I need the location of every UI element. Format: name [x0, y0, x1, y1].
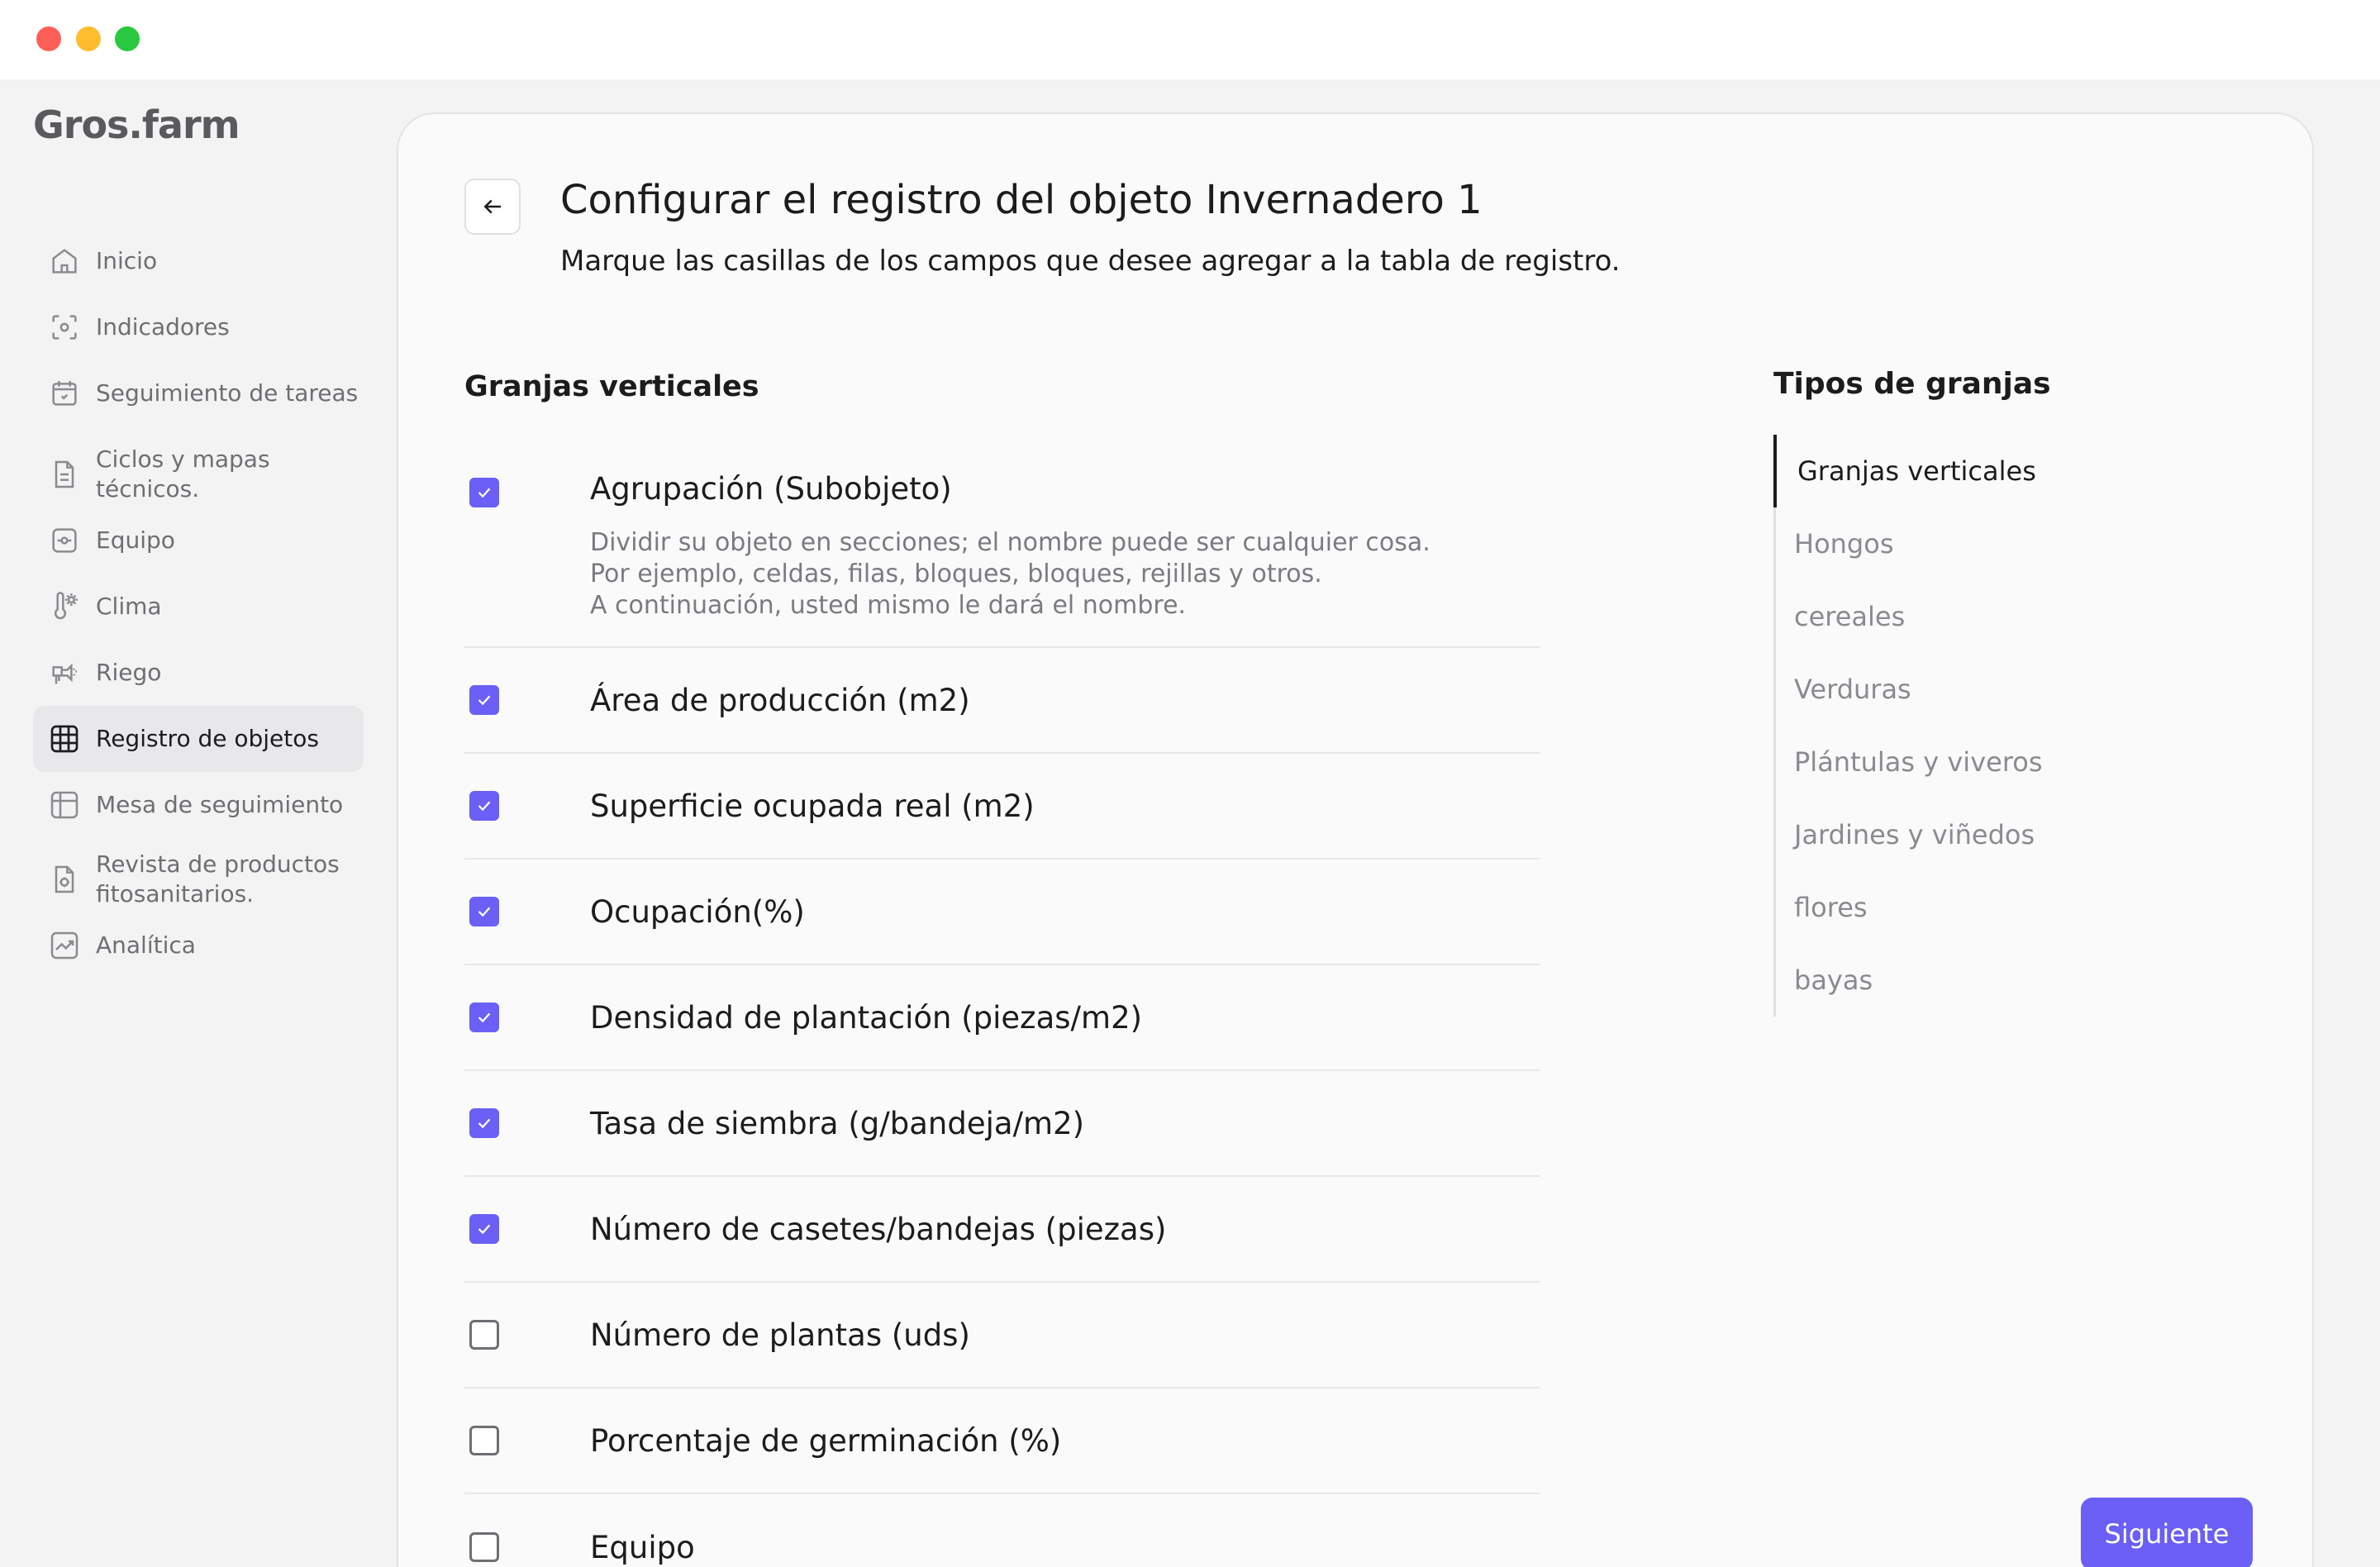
sidebar-item-label: Analítica	[96, 931, 196, 959]
sidebar-item-registro-objetos[interactable]	[33, 706, 364, 772]
field-checkbox[interactable]	[469, 478, 499, 507]
farm-type-item-plantulas-viveros[interactable]: Plántulas y viveros	[1794, 746, 2043, 778]
window-maximize-button[interactable]	[115, 26, 140, 51]
field-label: Porcentaje de germinación (%)	[590, 1422, 1062, 1459]
equipment-icon	[33, 509, 96, 572]
field-row[interactable]	[464, 860, 1540, 965]
irrigation-icon	[33, 641, 96, 704]
field-row[interactable]	[464, 648, 1540, 754]
field-description-line: A continuación, usted mismo le dará el nombre.	[590, 591, 1187, 620]
check-icon	[475, 903, 493, 921]
grid-icon	[33, 707, 96, 770]
field-label: Densidad de plantación (piezas/m2)	[590, 999, 1143, 1036]
field-row[interactable]	[464, 1283, 1540, 1388]
check-icon	[475, 1220, 493, 1238]
field-label: Tasa de siembra (g/bandeja/m2)	[590, 1105, 1085, 1141]
farm-type-item-verduras[interactable]: Verduras	[1794, 674, 1911, 705]
sidebar-item-riego[interactable]	[33, 641, 364, 704]
field-description	[590, 527, 1430, 622]
field-row[interactable]	[464, 1494, 1540, 1567]
sidebar-item-inicio[interactable]	[33, 230, 364, 293]
field-list	[464, 428, 1540, 1567]
check-icon	[475, 1008, 493, 1026]
sidebar-item-label: Revista de productos fitosanitarios.	[96, 850, 340, 907]
farm-type-item-flores[interactable]: flores	[1794, 892, 1868, 923]
field-checkbox[interactable]	[469, 1214, 499, 1244]
app-logo[interactable]: Gros.farm	[33, 102, 240, 147]
sidebar-item-label: Riego	[96, 659, 162, 686]
section-title: Granjas verticales	[464, 370, 759, 403]
sidebar-item-ciclos-mapas[interactable]	[33, 431, 364, 517]
calendar-check-icon	[33, 362, 96, 425]
page-subtitle: Marque las casillas de los campos que desee agregar a la tabla de registro.	[560, 245, 1621, 278]
analytics-icon	[33, 914, 96, 977]
sidebar-item-label: Inicio	[96, 247, 158, 274]
field-label: Número de casetes/bandejas (piezas)	[590, 1211, 1167, 1247]
sidebar-item-label: Clima	[96, 593, 162, 620]
main-card	[397, 112, 2314, 1567]
document-icon	[33, 443, 96, 506]
field-row[interactable]	[464, 1388, 1540, 1494]
window-minimize-button[interactable]	[76, 26, 101, 51]
farm-types-title: Tipos de granjas	[1773, 367, 2051, 401]
next-button[interactable]: Siguiente	[2081, 1498, 2253, 1567]
farm-type-item-jardines-vinedos[interactable]: Jardines y viñedos	[1794, 819, 2035, 850]
table-icon	[33, 774, 96, 836]
sidebar-item-label: Seguimiento de tareas	[96, 379, 359, 407]
document-gear-icon	[33, 848, 96, 911]
sidebar-item-revista-fitosanitarios[interactable]	[33, 836, 364, 922]
field-checkbox[interactable]	[469, 1532, 499, 1562]
field-checkbox[interactable]	[469, 897, 499, 926]
field-checkbox[interactable]	[469, 1108, 499, 1138]
farm-type-item-cereales[interactable]: cereales	[1794, 601, 1906, 632]
sidebar	[0, 79, 388, 1567]
field-checkbox[interactable]	[469, 685, 499, 715]
field-description-line: Dividir su objeto en secciones; el nombre puede ser cualquier cosa.	[590, 528, 1430, 557]
app-body	[0, 79, 2380, 1567]
back-button[interactable]	[464, 179, 521, 235]
sidebar-item-label: Indicadores	[96, 313, 230, 341]
window-close-button[interactable]	[36, 26, 61, 51]
farm-type-item-bayas[interactable]: bayas	[1794, 964, 1873, 996]
field-checkbox[interactable]	[469, 1426, 499, 1455]
farm-type-item-hongos[interactable]: Hongos	[1794, 528, 1894, 560]
field-label: Agrupación (Subobjeto)	[590, 471, 952, 507]
thermometer-sun-icon	[33, 575, 96, 638]
check-icon	[475, 483, 493, 502]
check-icon	[475, 797, 493, 815]
field-label: Número de plantas (uds)	[590, 1317, 970, 1353]
sidebar-item-mesa-seguimiento[interactable]	[33, 774, 364, 836]
sidebar-item-clima[interactable]	[33, 575, 364, 638]
page-title: Configurar el registro del objeto Invernadero 1	[560, 177, 1483, 223]
arrow-left-icon	[480, 194, 505, 219]
field-checkbox[interactable]	[469, 1320, 499, 1350]
field-checkbox[interactable]	[469, 1003, 499, 1032]
field-label: Superficie ocupada real (m2)	[590, 788, 1035, 824]
field-label: Área de producción (m2)	[590, 682, 970, 718]
field-label: Equipo	[590, 1529, 695, 1565]
sidebar-item-label: Registro de objetos	[96, 725, 319, 752]
check-icon	[475, 1114, 493, 1132]
home-icon	[33, 230, 96, 293]
field-row[interactable]	[464, 965, 1540, 1071]
farm-types-nav	[1773, 435, 2104, 1017]
sidebar-item-label: Ciclos y mapas técnicos.	[96, 445, 270, 502]
indicators-icon	[33, 296, 96, 359]
field-description-line: Por ejemplo, celdas, filas, bloques, bloques, rejillas y otros.	[590, 560, 1322, 588]
sidebar-item-label: Mesa de seguimiento	[96, 791, 344, 818]
field-row[interactable]	[464, 1071, 1540, 1177]
field-row[interactable]	[464, 754, 1540, 860]
sidebar-item-indicadores[interactable]	[33, 296, 364, 359]
field-checkbox[interactable]	[469, 791, 499, 821]
window-titlebar	[0, 0, 2380, 79]
sidebar-item-analitica[interactable]	[33, 914, 364, 977]
field-label: Ocupación(%)	[590, 893, 805, 930]
check-icon	[475, 691, 493, 709]
sidebar-item-equipo[interactable]	[33, 509, 364, 572]
sidebar-item-seguimiento-tareas[interactable]	[33, 362, 364, 425]
field-row[interactable]	[464, 1177, 1540, 1283]
field-row-agrupacion[interactable]	[464, 428, 1540, 648]
sidebar-item-label: Equipo	[96, 526, 175, 554]
farm-type-item-granjas-verticales[interactable]: Granjas verticales	[1773, 435, 2104, 507]
